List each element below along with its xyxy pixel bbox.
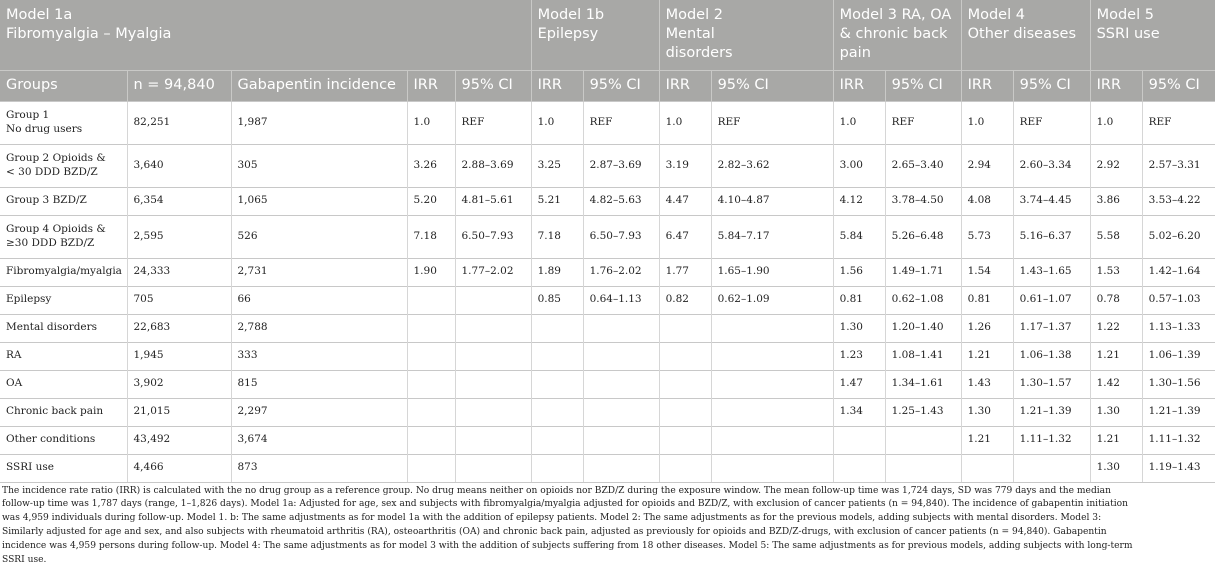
table-cell: 1.90 — [407, 258, 455, 286]
table-cell — [455, 286, 531, 314]
table-cell — [659, 314, 711, 342]
table-row — [0, 187, 1215, 215]
table-cell: 4.10–4.87 — [711, 187, 833, 215]
table-cell — [455, 454, 531, 482]
table-cell: 0.78 — [1090, 286, 1142, 314]
table-cell — [455, 398, 531, 426]
table-cell: 1.34–1.61 — [885, 370, 961, 398]
model-4-header: Model 4 Other diseases — [961, 0, 1090, 70]
column-header: n = 94,840 — [127, 70, 231, 101]
table-cell — [583, 426, 659, 454]
table-footnote: The incidence rate ratio (IRR) is calculated with the no drug group as a reference group. No drug means neither on opioids nor BZD/Z during the exposure window. The mean follow-up time was 1,724 days, SD was 779 days and the median follow-up time was 1,787 days (range, 1–1,826 days). Model 1a: Adjusted for age, sex and subjects with fibromyalgia/myalgia adjusted for opioids and BZD/Z, with exclusion of cancer patients (n = 94,840). The incidence of gabapentin initiation was 4,959 individuals during follow-up. Model 1. b: The same adjustments as for model 1a with the addition of epilepsy patients. Model 2: The same adjustments as for the previous models, adding subjects with mental disorders. Model 3: Similarly adjusted for age and sex, and also subjects with rheumatoid arthritis (RA), osteoarthritis (OA) and chronic back pain, adjusted as previously for opioids and BZD/Z-drugs, with exclusion of cancer patients (n = 94,840). Gabapentin incidence was 4,959 persons during follow-up. Model 4: The same adjustments as for model 3 with the addition of subjects suffering from 18 other diseases. Model 5: The same adjustments as for previous models, adding subjects with long-term SSRI use. — [2, 485, 1133, 566]
table-cell: 1.21 — [961, 342, 1013, 370]
table-cell: 1.54 — [961, 258, 1013, 286]
table-cell — [659, 342, 711, 370]
table-cell: 1.21–1.39 — [1013, 398, 1090, 426]
table-cell — [711, 370, 833, 398]
table-cell: 1.0 — [659, 101, 711, 144]
table-cell: 21,015 — [127, 398, 231, 426]
table-cell: 1.43 — [961, 370, 1013, 398]
row-label: Fibromyalgia/myalgia — [0, 258, 127, 286]
table-cell: 1.30 — [961, 398, 1013, 426]
table-cell — [583, 398, 659, 426]
model-1a-header: Model 1a Fibromyalgia – Myalgia — [0, 0, 531, 70]
table-cell: 1.77–2.02 — [455, 258, 531, 286]
table-cell: 3.00 — [833, 144, 885, 187]
column-header-row — [0, 70, 1215, 101]
table-cell — [407, 370, 455, 398]
table-cell: 66 — [231, 286, 407, 314]
table-cell: 1.17–1.37 — [1013, 314, 1090, 342]
table-cell — [407, 426, 455, 454]
table-cell: 3.25 — [531, 144, 583, 187]
table-cell: 1.21 — [1090, 426, 1142, 454]
table-cell: 333 — [231, 342, 407, 370]
table-cell: 22,683 — [127, 314, 231, 342]
column-header: 95% CI — [455, 70, 531, 101]
table-cell: 2.57–3.31 — [1142, 144, 1215, 187]
table-cell: 1.34 — [833, 398, 885, 426]
table-cell: 705 — [127, 286, 231, 314]
table-cell: 1.47 — [833, 370, 885, 398]
table-cell — [583, 370, 659, 398]
table-cell: 6,354 — [127, 187, 231, 215]
table-cell: 1.25–1.43 — [885, 398, 961, 426]
column-header: Groups — [0, 70, 127, 101]
row-label: Other conditions — [0, 426, 127, 454]
model-1b-header: Model 1b Epilepsy — [531, 0, 659, 70]
column-header: IRR — [659, 70, 711, 101]
table-cell: 873 — [231, 454, 407, 482]
table-cell: 1.0 — [833, 101, 885, 144]
table-row — [0, 101, 1215, 144]
table-cell: 1.0 — [961, 101, 1013, 144]
table-cell: 0.57–1.03 — [1142, 286, 1215, 314]
model-2-header: Model 2 Mental disorders — [659, 0, 833, 70]
table-cell: 2,297 — [231, 398, 407, 426]
table-row — [0, 258, 1215, 286]
table-cell: 1.42–1.64 — [1142, 258, 1215, 286]
table-cell: 5.02–6.20 — [1142, 215, 1215, 258]
column-header: 95% CI — [1013, 70, 1090, 101]
table-body — [0, 101, 1215, 482]
table-cell: 1.30 — [833, 314, 885, 342]
table-cell: 1.13–1.33 — [1142, 314, 1215, 342]
table-cell — [711, 314, 833, 342]
table-row — [0, 426, 1215, 454]
table-cell — [711, 342, 833, 370]
table-cell: 5.26–6.48 — [885, 215, 961, 258]
column-header: 95% CI — [583, 70, 659, 101]
table-cell: 2.82–3.62 — [711, 144, 833, 187]
table-cell: REF — [1142, 101, 1215, 144]
table-cell: 1.49–1.71 — [885, 258, 961, 286]
table-cell: 1.30–1.57 — [1013, 370, 1090, 398]
table-cell: 0.62–1.08 — [885, 286, 961, 314]
table-cell: 815 — [231, 370, 407, 398]
table-cell: 2.65–3.40 — [885, 144, 961, 187]
row-label: SSRI use — [0, 454, 127, 482]
column-header: IRR — [833, 70, 885, 101]
table-cell: 1.53 — [1090, 258, 1142, 286]
table-cell — [407, 286, 455, 314]
table-cell: 2.88–3.69 — [455, 144, 531, 187]
table-cell: 4.81–5.61 — [455, 187, 531, 215]
table-cell: 2,731 — [231, 258, 407, 286]
table-cell: 3.86 — [1090, 187, 1142, 215]
table-cell: 2.87–3.69 — [583, 144, 659, 187]
table-cell: 0.81 — [833, 286, 885, 314]
table-cell — [531, 314, 583, 342]
table-cell — [407, 398, 455, 426]
table-cell — [531, 426, 583, 454]
model-3-header: Model 3 RA, OA & chronic back pain — [833, 0, 961, 70]
table-cell: 1.21 — [961, 426, 1013, 454]
table-cell: 0.61–1.07 — [1013, 286, 1090, 314]
table-cell: 1.21 — [1090, 342, 1142, 370]
table-cell: 7.18 — [531, 215, 583, 258]
table-cell: 1,065 — [231, 187, 407, 215]
row-label: Mental disorders — [0, 314, 127, 342]
table-row — [0, 370, 1215, 398]
table-cell — [583, 454, 659, 482]
table-cell: 2,595 — [127, 215, 231, 258]
model-header-row — [0, 0, 1215, 70]
column-header: 95% CI — [711, 70, 833, 101]
table-cell — [1013, 454, 1090, 482]
column-header: IRR — [1090, 70, 1142, 101]
table-cell — [531, 454, 583, 482]
table-cell: 1.21–1.39 — [1142, 398, 1215, 426]
table-cell: 2.94 — [961, 144, 1013, 187]
table-cell: 5.73 — [961, 215, 1013, 258]
table-cell: REF — [885, 101, 961, 144]
table-cell: 4,466 — [127, 454, 231, 482]
table-row — [0, 144, 1215, 187]
table-cell: 2.92 — [1090, 144, 1142, 187]
column-header: 95% CI — [885, 70, 961, 101]
column-header: 95% CI — [1142, 70, 1215, 101]
table-cell: 1.0 — [1090, 101, 1142, 144]
table-cell: 5.58 — [1090, 215, 1142, 258]
table-cell — [583, 314, 659, 342]
column-header: IRR — [961, 70, 1013, 101]
table-cell: 24,333 — [127, 258, 231, 286]
table-header — [0, 0, 1215, 101]
table-cell: 3,674 — [231, 426, 407, 454]
table-cell — [583, 342, 659, 370]
table-cell: 3.53–4.22 — [1142, 187, 1215, 215]
table-cell: 1.22 — [1090, 314, 1142, 342]
table-row — [0, 454, 1215, 482]
row-label: Group 1 No drug users — [0, 101, 127, 144]
table-row — [0, 314, 1215, 342]
table-cell: 1,945 — [127, 342, 231, 370]
table-cell: 1.06–1.39 — [1142, 342, 1215, 370]
table-cell: 1.42 — [1090, 370, 1142, 398]
table-row — [0, 215, 1215, 258]
table-cell — [659, 454, 711, 482]
table-cell: 3,640 — [127, 144, 231, 187]
row-label: RA — [0, 342, 127, 370]
table-cell: 0.81 — [961, 286, 1013, 314]
table-cell: 1.23 — [833, 342, 885, 370]
table-cell: 4.12 — [833, 187, 885, 215]
table-cell: 526 — [231, 215, 407, 258]
table-cell: 5.84 — [833, 215, 885, 258]
row-label: Group 3 BZD/Z — [0, 187, 127, 215]
table-cell: 6.50–7.93 — [583, 215, 659, 258]
table-cell — [531, 370, 583, 398]
table-cell: 7.18 — [407, 215, 455, 258]
table-cell: 1.30 — [1090, 398, 1142, 426]
table-cell — [407, 342, 455, 370]
table-cell — [659, 370, 711, 398]
table-cell: 1.0 — [531, 101, 583, 144]
table-cell — [885, 426, 961, 454]
table-cell: 1.56 — [833, 258, 885, 286]
table-cell: 1.76–2.02 — [583, 258, 659, 286]
table-cell: 1.20–1.40 — [885, 314, 961, 342]
table-cell: 3.74–4.45 — [1013, 187, 1090, 215]
table-cell: 0.82 — [659, 286, 711, 314]
table-cell: REF — [455, 101, 531, 144]
table-cell: 0.62–1.09 — [711, 286, 833, 314]
table-cell: 1.08–1.41 — [885, 342, 961, 370]
table-cell: 3,902 — [127, 370, 231, 398]
table-row — [0, 286, 1215, 314]
table-cell: 43,492 — [127, 426, 231, 454]
table-cell: 3.78–4.50 — [885, 187, 961, 215]
table-cell: 1.11–1.32 — [1142, 426, 1215, 454]
table-cell: 5.20 — [407, 187, 455, 215]
model-5-header: Model 5 SSRI use — [1090, 0, 1215, 70]
row-label: Group 2 Opioids & < 30 DDD BZD/Z — [0, 144, 127, 187]
table-cell: 0.85 — [531, 286, 583, 314]
table-cell: 1.30 — [1090, 454, 1142, 482]
table-cell — [711, 454, 833, 482]
table-cell: 1.43–1.65 — [1013, 258, 1090, 286]
table-cell: 82,251 — [127, 101, 231, 144]
table-cell: 6.47 — [659, 215, 711, 258]
table-cell: 1.65–1.90 — [711, 258, 833, 286]
table-cell: REF — [1013, 101, 1090, 144]
table-cell — [961, 454, 1013, 482]
table-cell: 3.26 — [407, 144, 455, 187]
table-cell: 1.06–1.38 — [1013, 342, 1090, 370]
table-cell: 1.19–1.43 — [1142, 454, 1215, 482]
table-cell — [455, 314, 531, 342]
table-cell: 1.26 — [961, 314, 1013, 342]
table-cell — [531, 342, 583, 370]
table-cell — [455, 370, 531, 398]
column-header: IRR — [531, 70, 583, 101]
table-cell: 0.64–1.13 — [583, 286, 659, 314]
table-cell — [711, 398, 833, 426]
table-cell: 5.21 — [531, 187, 583, 215]
table-cell — [455, 426, 531, 454]
table-cell — [531, 398, 583, 426]
column-header: IRR — [407, 70, 455, 101]
table-cell — [659, 398, 711, 426]
table-cell: 1.77 — [659, 258, 711, 286]
table-cell: 1.0 — [407, 101, 455, 144]
table-row — [0, 398, 1215, 426]
table-cell: 4.08 — [961, 187, 1013, 215]
row-label: Group 4 Opioids & ≥30 DDD BZD/Z — [0, 215, 127, 258]
table-cell: 4.47 — [659, 187, 711, 215]
table-cell — [711, 426, 833, 454]
row-label: OA — [0, 370, 127, 398]
table-cell: 5.84–7.17 — [711, 215, 833, 258]
table-cell — [407, 454, 455, 482]
column-header: Gabapentin incidence — [231, 70, 407, 101]
row-label: Chronic back pain — [0, 398, 127, 426]
table-cell: 1,987 — [231, 101, 407, 144]
table-cell — [455, 342, 531, 370]
table-cell: 305 — [231, 144, 407, 187]
table-cell: 2.60–3.34 — [1013, 144, 1090, 187]
table-cell: 4.82–5.63 — [583, 187, 659, 215]
table-cell: 6.50–7.93 — [455, 215, 531, 258]
table-cell: REF — [711, 101, 833, 144]
table-cell: 1.30–1.56 — [1142, 370, 1215, 398]
table-row — [0, 342, 1215, 370]
table-cell: 1.89 — [531, 258, 583, 286]
table-cell: REF — [583, 101, 659, 144]
table-cell — [833, 426, 885, 454]
table-cell — [407, 314, 455, 342]
table-cell — [885, 454, 961, 482]
table-cell: 5.16–6.37 — [1013, 215, 1090, 258]
table-cell: 1.11–1.32 — [1013, 426, 1090, 454]
table-cell: 3.19 — [659, 144, 711, 187]
row-label: Epilepsy — [0, 286, 127, 314]
table-cell — [833, 454, 885, 482]
table-cell — [659, 426, 711, 454]
table-cell: 2,788 — [231, 314, 407, 342]
